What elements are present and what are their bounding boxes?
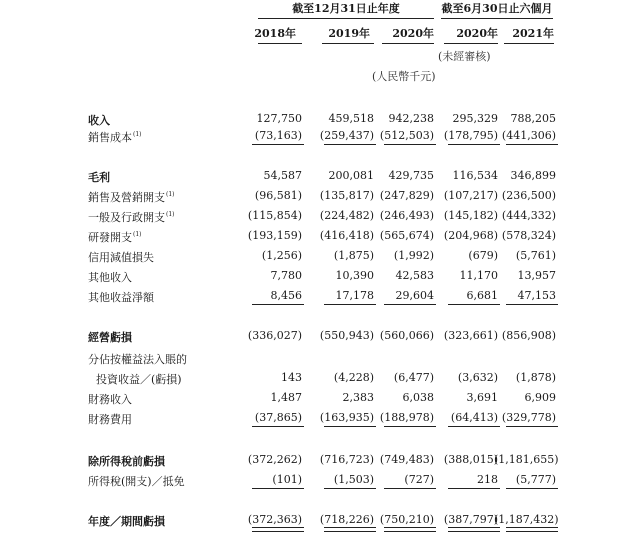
table-cell: (1,878) (515, 371, 556, 384)
table-cell: 295,329 (452, 112, 498, 125)
table-row (0, 167, 640, 187)
table-cell: (135,817) (319, 189, 374, 202)
row-label-text: 其他收入 (88, 271, 132, 284)
double-underline (384, 527, 436, 532)
table-cell: (1,875) (333, 249, 374, 262)
row-label (88, 169, 110, 185)
table-row (0, 511, 640, 531)
table-row (0, 369, 640, 389)
year-header-2019: 2019年 (328, 27, 370, 40)
row-label (88, 411, 132, 427)
table-cell: (145,182) (443, 209, 498, 222)
single-underline (506, 144, 558, 145)
table-cell: 346,899 (510, 169, 556, 182)
table-row (0, 187, 640, 207)
year-header-2021-h1: 2021年 (512, 27, 554, 40)
table-cell: 429,735 (388, 169, 434, 182)
table-cell: 17,178 (335, 289, 374, 302)
table-row (0, 227, 640, 247)
footnote-marker: (1) (166, 191, 175, 199)
row-label (88, 112, 110, 128)
row-label-text: 財務費用 (88, 413, 132, 426)
table-cell: (1,256) (261, 249, 302, 262)
table-cell: (224,482) (319, 209, 374, 222)
double-underline (324, 527, 376, 532)
single-underline (384, 304, 436, 305)
year-rule-2021-h1 (504, 43, 554, 44)
table-cell: (750,210) (379, 513, 434, 526)
table-cell: 8,456 (270, 289, 302, 302)
single-underline (252, 304, 304, 305)
table-cell: (512,503) (379, 129, 434, 142)
table-cell: 6,681 (466, 289, 498, 302)
footnote-marker: (1) (166, 211, 175, 219)
table-cell: (550,943) (319, 329, 374, 342)
table-cell: 2,383 (342, 391, 374, 404)
year-header-2020-fy: 2020年 (392, 27, 434, 40)
single-underline (324, 426, 376, 427)
single-underline (448, 426, 500, 427)
single-underline (252, 426, 304, 427)
row-label-text: 其他收益淨額 (88, 291, 154, 304)
table-cell: (372,363) (247, 513, 302, 526)
table-row (0, 287, 640, 307)
single-underline (448, 488, 500, 489)
table-cell: (441,306) (501, 129, 556, 142)
row-label-text: 分佔按權益法入賬的 (88, 353, 187, 366)
table-cell: (387,797) (443, 513, 498, 526)
row-label-text: 年度／期間虧損 (88, 515, 165, 528)
single-underline (252, 144, 304, 145)
table-cell: (6,477) (393, 371, 434, 384)
table-cell: 54,587 (263, 169, 302, 182)
row-label-text: 一般及行政開支 (88, 211, 165, 224)
footnote-marker: (1) (133, 131, 142, 139)
table-cell: 6,909 (524, 391, 556, 404)
table-cell: (416,418) (319, 229, 374, 242)
table-cell: (178,795) (443, 129, 498, 142)
table-cell: (236,500) (501, 189, 556, 202)
row-label (88, 129, 142, 145)
row-label (88, 391, 132, 407)
table-cell: 788,205 (510, 112, 556, 125)
table-cell: (96,581) (254, 189, 302, 202)
row-label-text: 研發開支 (88, 231, 132, 244)
table-row (0, 451, 640, 471)
single-underline (384, 488, 436, 489)
single-underline (506, 426, 558, 427)
table-cell: (64,413) (450, 411, 498, 424)
row-label (88, 209, 175, 225)
table-cell: (336,027) (247, 329, 302, 342)
double-underline (252, 527, 304, 532)
row-label (88, 189, 175, 205)
year-rule-2018 (258, 43, 302, 44)
table-cell: (444,332) (501, 209, 556, 222)
row-label-text: 信用減值損失 (88, 251, 154, 264)
single-underline (448, 304, 500, 305)
table-cell: (679) (468, 249, 498, 262)
table-cell: (1,503) (333, 473, 374, 486)
table-cell: (247,829) (379, 189, 434, 202)
table-cell: (5,761) (515, 249, 556, 262)
row-label-text: 銷售成本 (88, 131, 132, 144)
single-underline (324, 304, 376, 305)
table-row (0, 267, 640, 287)
table-row (0, 327, 640, 347)
table-cell: (259,437) (319, 129, 374, 142)
table-cell: (578,324) (501, 229, 556, 242)
table-cell: 3,691 (466, 391, 498, 404)
table-cell: (372,262) (247, 453, 302, 466)
single-underline (252, 488, 304, 489)
table-cell: 47,153 (517, 289, 556, 302)
unaudited-note: (未經審核) (438, 50, 491, 63)
row-label (88, 329, 132, 345)
row-label-text: 收入 (88, 114, 110, 127)
table-cell: (727) (404, 473, 434, 486)
table-cell: 116,534 (452, 169, 498, 182)
table-cell: 942,238 (388, 112, 434, 125)
table-cell: (163,935) (319, 411, 374, 424)
table-cell: 11,170 (459, 269, 498, 282)
table-cell: (73,163) (254, 129, 302, 142)
table-cell: (246,493) (379, 209, 434, 222)
single-underline (506, 488, 558, 489)
year-rule-2020-fy (382, 43, 434, 44)
double-underline (448, 527, 500, 532)
single-underline (506, 304, 558, 305)
row-label (88, 229, 142, 245)
table-cell: (193,159) (247, 229, 302, 242)
table-cell: (560,066) (379, 329, 434, 342)
currency-note: (人民幣千元) (372, 70, 436, 83)
table-cell: 42,583 (395, 269, 434, 282)
table-cell: 6,038 (402, 391, 434, 404)
single-underline (384, 426, 436, 427)
year-header-2020-h1: 2020年 (456, 27, 498, 40)
header-group-half-year: 截至6月30日止六個月 (441, 2, 553, 15)
table-cell: 13,957 (517, 269, 556, 282)
table-row (0, 127, 640, 147)
table-cell: (188,978) (379, 411, 434, 424)
single-underline (384, 144, 436, 145)
row-label (96, 371, 182, 387)
row-label-text: 財務收入 (88, 393, 132, 406)
table-row (0, 409, 640, 429)
table-row (0, 349, 640, 369)
header-group-fiscal-year: 截至12月31日止年度 (292, 2, 400, 15)
row-label (88, 513, 165, 529)
table-cell: (388,015) (443, 453, 498, 466)
table-cell: (3,632) (457, 371, 498, 384)
row-label (88, 249, 154, 265)
row-label-text: 銷售及營銷開支 (88, 191, 165, 204)
row-label-text: 投資收益／(虧損) (96, 373, 182, 386)
table-cell: (1,181,655) (494, 453, 559, 466)
table-cell: (37,865) (254, 411, 302, 424)
table-cell: (329,778) (501, 411, 556, 424)
table-cell: (4,228) (333, 371, 374, 384)
footnote-marker: (1) (133, 231, 142, 239)
single-underline (324, 488, 376, 489)
table-cell: (101) (272, 473, 302, 486)
table-cell: (1,187,432) (494, 513, 559, 526)
single-underline (324, 144, 376, 145)
row-label-text: 毛利 (88, 171, 110, 184)
table-row (0, 471, 640, 491)
table-cell: (107,217) (443, 189, 498, 202)
row-label-text: 所得稅(開支)／抵免 (88, 475, 185, 488)
single-underline (448, 144, 500, 145)
table-cell: (749,483) (379, 453, 434, 466)
table-cell: 459,518 (328, 112, 374, 125)
table-cell: 218 (477, 473, 498, 486)
row-label-text: 經營虧損 (88, 331, 132, 344)
table-cell: 29,604 (395, 289, 434, 302)
table-cell: 127,750 (256, 112, 302, 125)
table-row (0, 207, 640, 227)
row-label (88, 269, 132, 285)
table-cell: 200,081 (328, 169, 374, 182)
double-underline (506, 527, 558, 532)
table-cell: (323,661) (443, 329, 498, 342)
table-cell: (716,723) (319, 453, 374, 466)
header-group-fiscal-year-rule (258, 18, 434, 19)
table-cell: 1,487 (270, 391, 302, 404)
row-label (88, 473, 185, 489)
table-cell: (115,854) (247, 209, 302, 222)
year-rule-2020-h1 (444, 43, 498, 44)
table-cell: 7,780 (270, 269, 302, 282)
table-cell: 10,390 (335, 269, 374, 282)
row-label (88, 289, 154, 305)
table-cell: 143 (281, 371, 302, 384)
row-label (88, 351, 187, 367)
table-cell: (718,226) (319, 513, 374, 526)
table-cell: (204,968) (443, 229, 498, 242)
header-group-half-year-rule (441, 18, 553, 19)
table-cell: (565,674) (379, 229, 434, 242)
table-cell: (856,908) (501, 329, 556, 342)
row-label-text: 除所得稅前虧損 (88, 455, 165, 468)
table-row (0, 389, 640, 409)
table-cell: (1,992) (393, 249, 434, 262)
table-cell: (5,777) (515, 473, 556, 486)
year-header-2018: 2018年 (254, 27, 296, 40)
table-row (0, 247, 640, 267)
year-rule-2019 (322, 43, 374, 44)
row-label (88, 453, 165, 469)
